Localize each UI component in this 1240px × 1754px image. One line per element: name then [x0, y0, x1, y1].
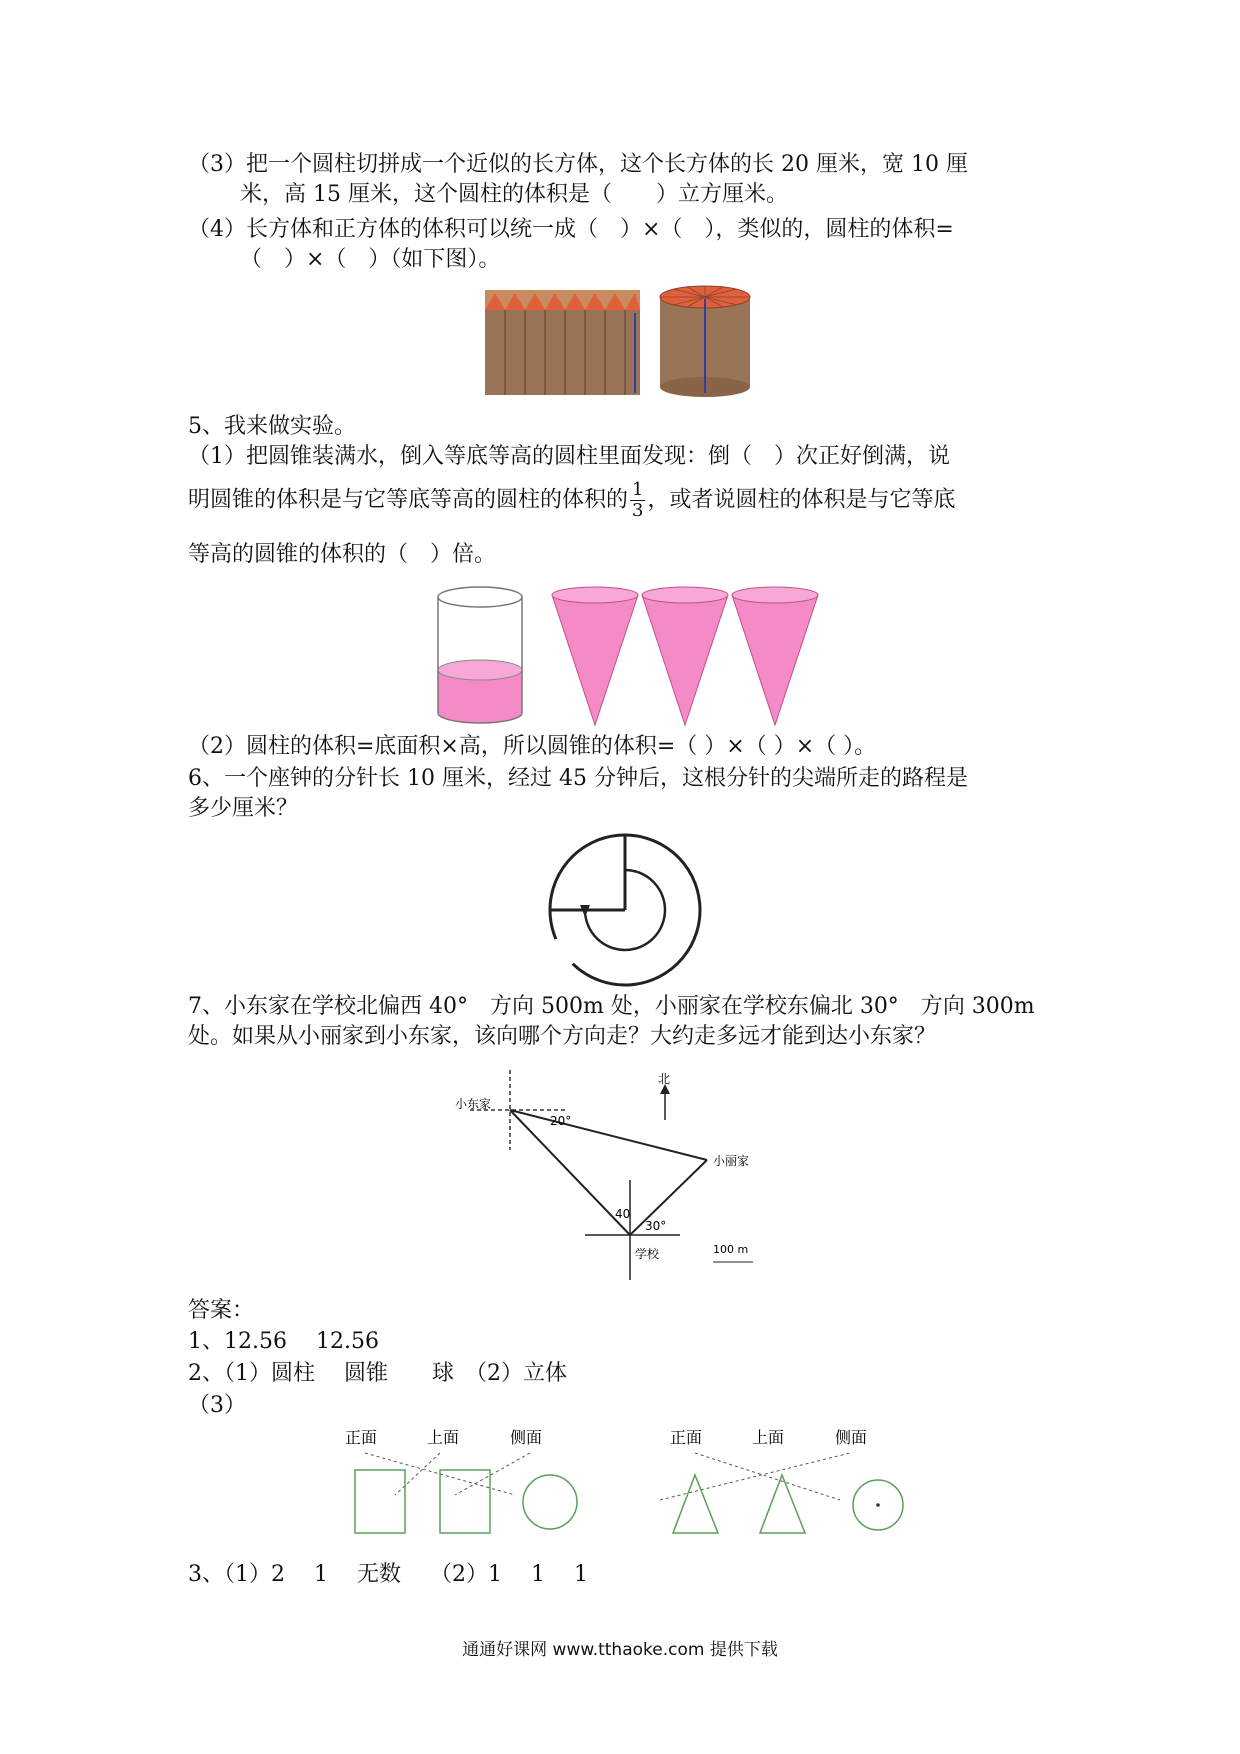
school-to-xiaoli-line: [630, 1160, 707, 1235]
frac-den: 3: [632, 500, 644, 521]
circle-side: [523, 1475, 577, 1529]
answer-2-3: （3）: [188, 1393, 246, 1418]
cylinder-cuboid-figure: [475, 285, 775, 400]
school-to-xiaodong-line: [510, 1110, 630, 1235]
cone-2: [642, 595, 728, 725]
answer-1: 1、12.56 12.56: [188, 1329, 379, 1354]
three-views-figure: [340, 1425, 920, 1550]
q5-1-line1: （1）把圆锥装满水，倒入等底等高的圆柱里面发现：倒（ ）次正好倒满，说: [188, 444, 950, 469]
view-label-top-2: 上面: [752, 1428, 785, 1447]
q6-line2: 多少厘米？: [188, 796, 299, 821]
cone-1: [552, 595, 638, 725]
q6-line1: 6、一个座钟的分针长 10 厘米，经过 45 分钟后，这根分针的尖端所走的路程是: [188, 766, 968, 791]
water-surface: [438, 660, 522, 680]
view-label-side-2: 侧面: [835, 1428, 868, 1447]
one-third-fraction: [630, 480, 645, 521]
cone-experiment-figure: [430, 585, 820, 730]
xiaodong-to-xiaoli-line: [510, 1110, 707, 1160]
answer-title: 答案：: [188, 1298, 255, 1323]
cone-3: [732, 595, 818, 725]
xiaodong-label: 小东家: [455, 1097, 492, 1111]
triangle-top: [760, 1475, 805, 1533]
cuboid-body: [485, 310, 640, 395]
q4-4-line1: （4）长方体和正方体的体积可以统一成（ ）×（ ），类似的，圆柱的体积=: [188, 217, 954, 242]
q4-3-line1: （3）把一个圆柱切拼成一个近似的长方体，这个长方体的长 20 厘米，宽 10 厘: [188, 152, 968, 177]
q4-3-line2: 米，高 15 厘米，这个圆柱的体积是（ ）立方厘米。: [240, 182, 788, 207]
school-label: 学校: [635, 1247, 660, 1261]
q5-1-line2-post: ，或者说圆柱的体积是与它等底: [647, 487, 956, 513]
view-label-front-1: 正面: [345, 1428, 378, 1447]
q4-4-line2: （ ）×（ ）（如下图）。: [240, 247, 501, 272]
scale-label: 100 m: [713, 1243, 749, 1256]
q5-1-line2-pre: 明圆锥的体积是与它等底等高的圆柱的体积的: [188, 487, 629, 513]
q5-1-line3: 等高的圆锥的体积的（ ）倍。: [188, 542, 497, 567]
answer-2: 2、（1）圆柱 圆锥 球 （2）立体: [188, 1361, 567, 1386]
footer: 通通好课网 www.tthaoke.com 提供下载: [462, 1640, 778, 1660]
q7-line2: 处。如果从小丽家到小东家，该向哪个方向走？大约走多远才能到达小东家？: [188, 1024, 937, 1049]
q5-2: （2）圆柱的体积=底面积×高，所以圆锥的体积=（ ）×（ ）×（ ）。: [188, 734, 877, 759]
angle-20-label: 20°: [550, 1114, 572, 1128]
answer-3: 3、（1）2 1 无数 （2）1 1 1: [188, 1562, 588, 1587]
frac-num: 1: [632, 479, 644, 500]
q5-title: 5、我来做实验。: [188, 414, 356, 439]
north-label: 北: [658, 1072, 671, 1086]
view-label-top-1: 上面: [427, 1428, 460, 1447]
view-label-side-1: 侧面: [510, 1428, 543, 1447]
angle-40-label: 40: [615, 1207, 631, 1221]
cylinder-rim: [438, 587, 522, 607]
q5-1-line2: [188, 480, 955, 521]
angle-30-label: 30°: [645, 1219, 667, 1233]
triangle-front: [673, 1475, 718, 1533]
xiaoli-label: 小丽家: [713, 1154, 750, 1168]
minute-hand-path-figure: [540, 825, 710, 995]
square-front: [355, 1470, 405, 1533]
direction-map-figure: [455, 1070, 785, 1285]
q7-line1: 7、小东家在学校北偏西 40° 方向 500m 处，小丽家在学校东偏北 30° 方向 300m: [188, 994, 1035, 1019]
view-label-front-2: 正面: [670, 1428, 703, 1447]
